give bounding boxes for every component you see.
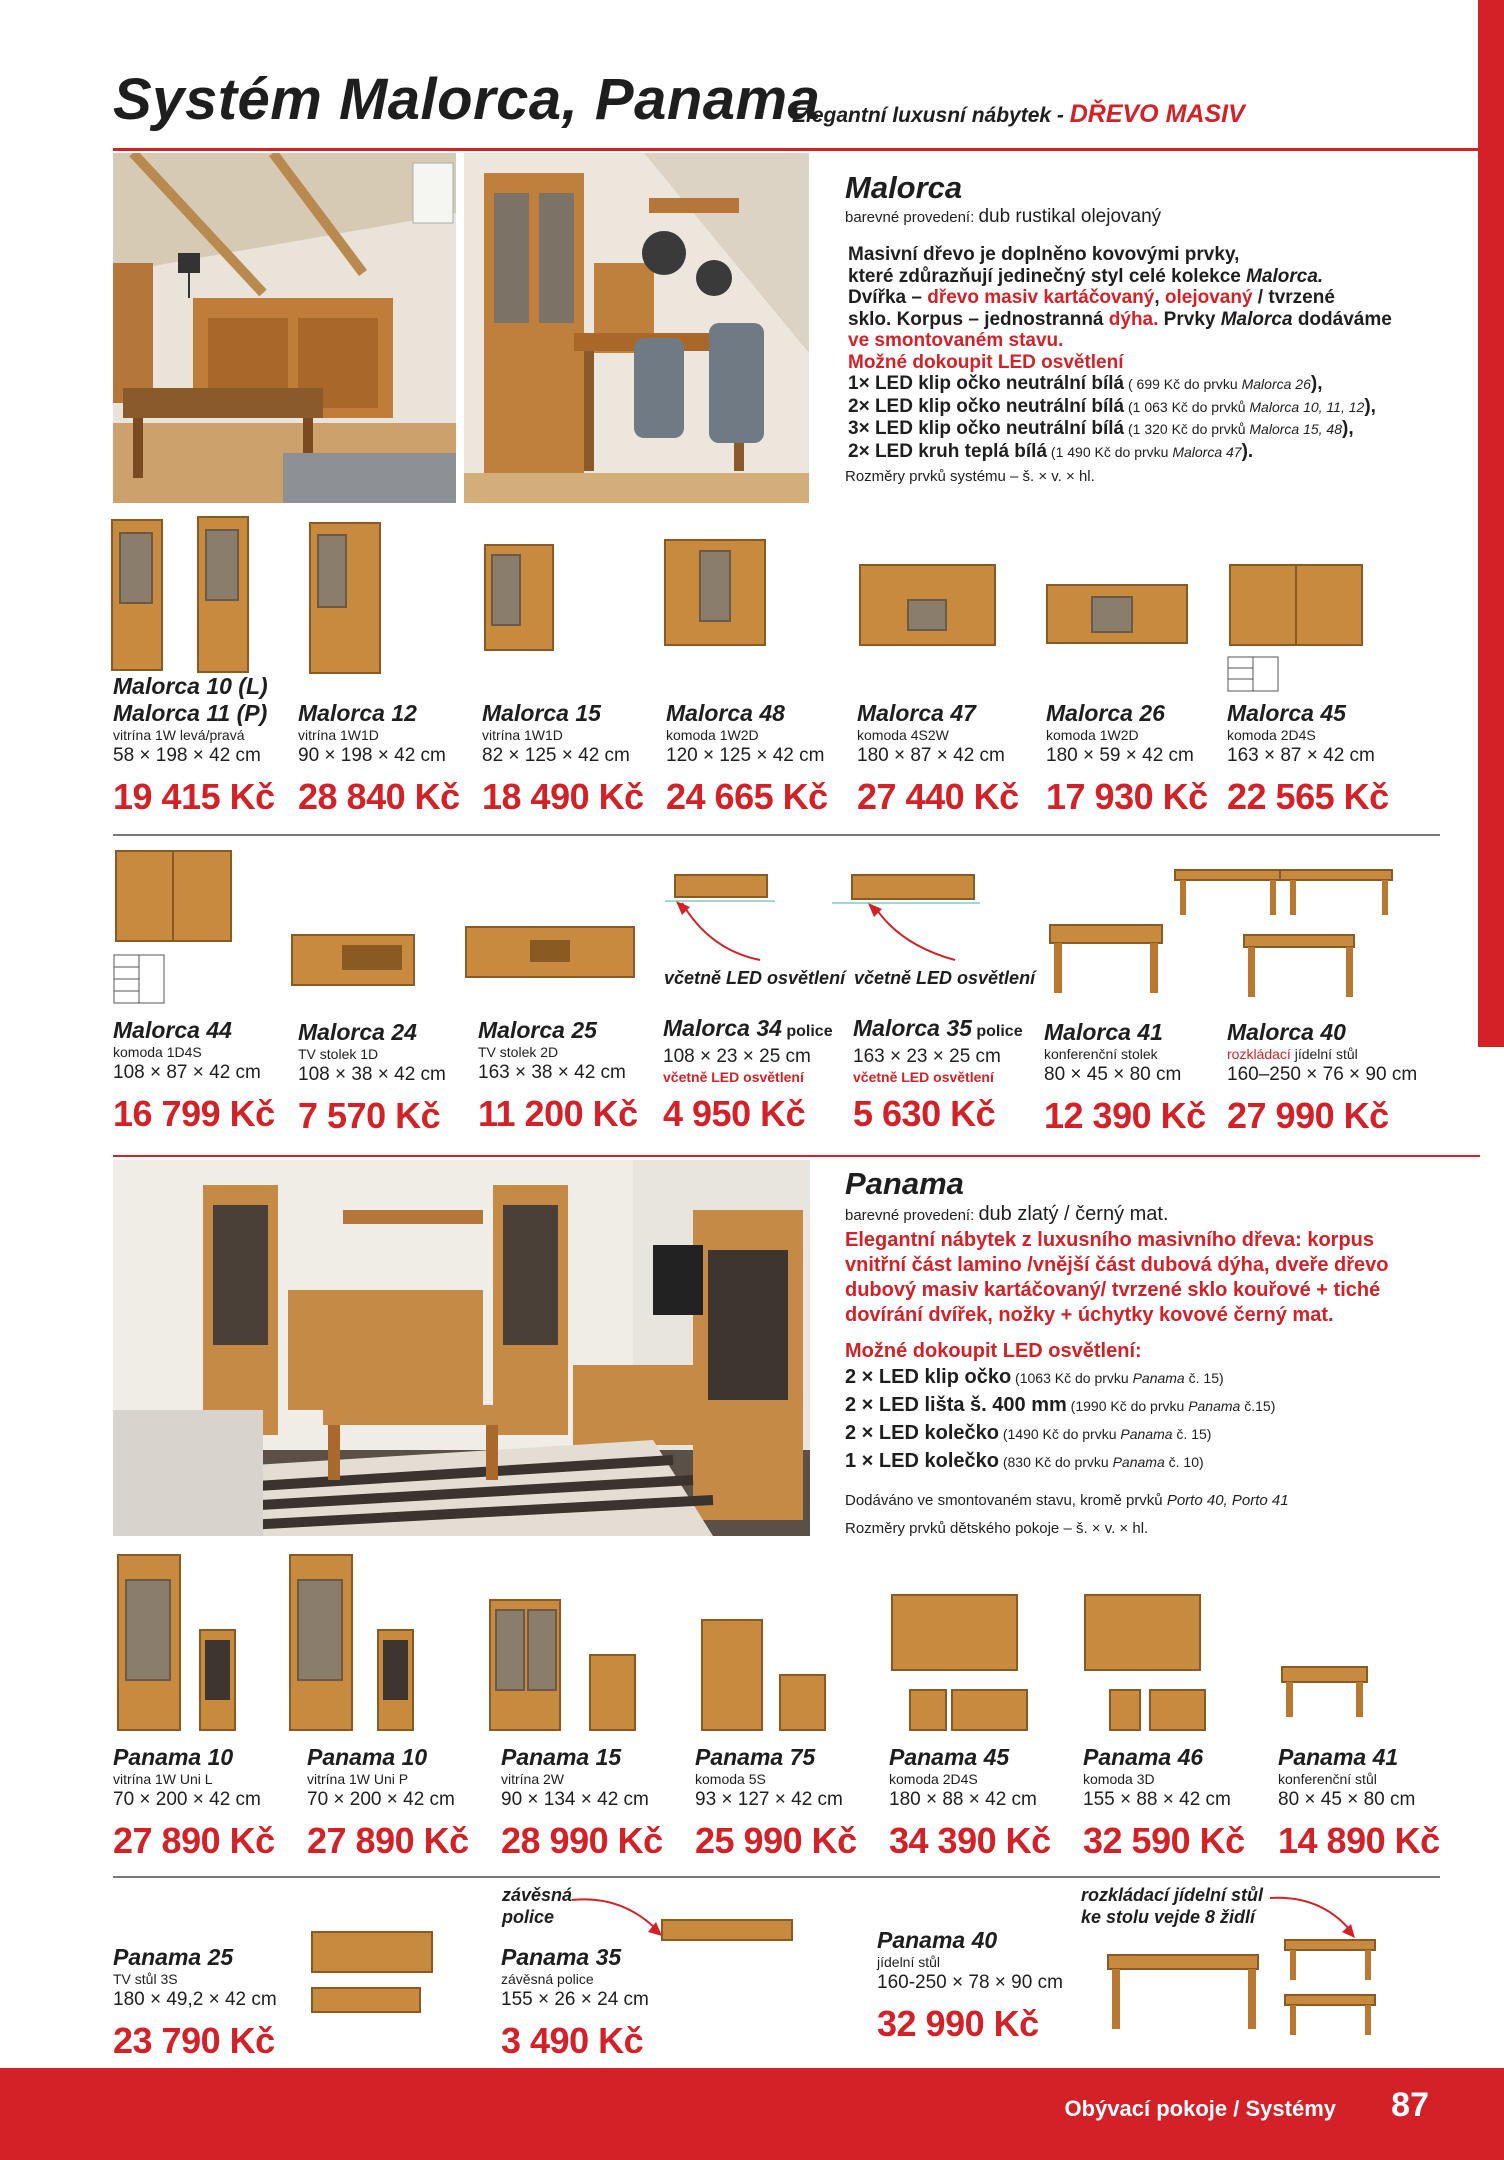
malorca-40-image: [1175, 870, 1392, 997]
product-panama-40: [877, 1927, 1062, 2045]
product-name: Malorca 24: [298, 1019, 417, 1045]
page-subtitle: [792, 100, 1245, 129]
led-main: 2 × LED lišta š. 400 mm: [845, 1394, 1067, 1416]
led-main: 3× LED klip očko neutrální bílá: [848, 418, 1125, 439]
product-price: 24 665 Kč: [666, 776, 828, 817]
product-type: TV stolek 1D: [298, 1046, 379, 1062]
led-main: 1 × LED kolečko: [845, 1450, 999, 1472]
annotation-dining-table: [1081, 1884, 1263, 1928]
product-malorca-47: [857, 700, 1042, 818]
desc-line: dovírání dvířek, nožky + úchytky kovové černý mat.: [845, 1304, 1334, 1326]
product-price: 17 930 Kč: [1046, 776, 1208, 817]
product-led-included: včetně LED osvětlení: [663, 1069, 804, 1085]
product-dims: 70 × 200 × 42 cm: [307, 1789, 455, 1810]
arrow-head-icon: [1342, 1924, 1355, 1938]
desc-text: které zdůrazňují jedinečný styl celé kolekce: [848, 265, 1247, 287]
malorca-26-image: [1047, 585, 1187, 643]
annotation-led-34: včetně LED osvětlení: [664, 968, 846, 988]
product-price: 28 990 Kč: [501, 1820, 663, 1861]
product-malorca-35: [853, 1015, 1038, 1135]
product-malorca-41: [1044, 1019, 1229, 1137]
malorca-45-image: [1230, 565, 1362, 645]
malorca-10-11-image: [112, 517, 248, 672]
malorca-48-image: [665, 540, 765, 645]
led-line: [845, 1364, 1275, 1392]
product-dims: 180 × 88 × 42 cm: [889, 1789, 1037, 1810]
product-panama-25: [113, 1944, 298, 2062]
malorca-12-image: [310, 523, 380, 673]
arrow-icon: [1270, 1898, 1350, 1930]
product-type-highlight: rozkládací: [1227, 1046, 1291, 1062]
led-note: (1 490 Kč do prvku: [1047, 443, 1173, 460]
product-panama-10-l: [113, 1744, 298, 1862]
desc-red: olejovaný: [1164, 287, 1253, 308]
product-name: Malorca 41: [1044, 1019, 1163, 1045]
product-dims: 58 × 198 × 42 cm: [113, 745, 261, 766]
malorca-heading: Malorca: [845, 170, 963, 205]
product-price: 14 890 Kč: [1278, 1820, 1440, 1861]
desc-line: vnitřní část lamino /vnější část dubová dýha, dveře dřevo: [845, 1254, 1389, 1276]
product-dims: 155 × 88 × 42 cm: [1083, 1789, 1231, 1810]
malorca-47-image: [860, 565, 995, 645]
desc-line: Masivní dřevo je doplněno kovovými prvky,: [848, 244, 1240, 265]
product-type: komoda 1W2D: [666, 727, 759, 743]
product-malorca-15: [482, 700, 667, 818]
desc-text: dodáváme: [1292, 308, 1392, 330]
product-type: komoda 5S: [695, 1771, 766, 1787]
led-note: (1 320 Kč do prvků: [1124, 421, 1250, 437]
product-name-text: Malorca 35: [853, 1015, 972, 1041]
desc-text: / tvrzené: [1252, 287, 1335, 308]
malorca-dining-room-photo: [464, 153, 809, 503]
product-name: Malorca 48: [666, 700, 785, 726]
led-line: [845, 1448, 1275, 1476]
section-rule: [113, 1155, 1480, 1157]
product-name: Malorca 44: [113, 1017, 232, 1043]
page-footer: [0, 2068, 1504, 2160]
row1-product-images: [110, 515, 1370, 695]
product-type: vitrína 1W levá/pravá: [113, 727, 245, 743]
product-type: TV stůl 3S: [113, 1971, 178, 1987]
led-ref: Panama: [1132, 1370, 1185, 1386]
product-type: komoda 3D: [1083, 1771, 1155, 1787]
finish-label: barevné provedení:: [845, 1207, 979, 1224]
product-name: Panama 10: [113, 1744, 234, 1770]
led-note: (1490 Kč do prvku: [998, 1426, 1121, 1442]
product-type: vitrína 1W Uni P: [307, 1771, 409, 1787]
product-name: Panama 41: [1278, 1744, 1399, 1770]
product-price: 7 570 Kč: [298, 1095, 441, 1136]
desc-red: dýha.: [1108, 308, 1159, 330]
product-dims: 160-250 × 78 × 90 cm: [877, 1972, 1063, 1993]
product-price: 28 840 Kč: [298, 776, 460, 817]
led-note: (1 063 Kč do prvků: [1124, 398, 1250, 415]
product-malorca-25: [478, 1017, 663, 1135]
led-main: 2 × LED klip očko: [845, 1366, 1012, 1388]
malorca-35-image: [832, 875, 980, 903]
product-name: [853, 1015, 1038, 1045]
product-malorca-48: [666, 700, 851, 818]
product-type: konferenční stolek: [1044, 1046, 1158, 1062]
product-price: 32 590 Kč: [1083, 1820, 1245, 1861]
desc-ref: Malorca.: [1246, 265, 1324, 287]
product-price: 23 790 Kč: [113, 2020, 275, 2061]
panama-45-image: [892, 1595, 1027, 1730]
product-dims: 155 × 26 × 24 cm: [501, 1989, 649, 2010]
desc-red: dřevo masiv kartáčovaný: [927, 287, 1155, 308]
panama-46-image: [1085, 1595, 1205, 1730]
product-name: Malorca 10 (L): [113, 673, 268, 699]
product-malorca-12: [298, 700, 483, 818]
product-type-text: jídelní stůl: [1290, 1046, 1358, 1062]
product-panama-10-p: [307, 1744, 492, 1862]
led-end: ),: [1310, 373, 1323, 394]
product-name: Panama 46: [1083, 1744, 1204, 1770]
desc-line: ve smontovaném stavu.: [848, 330, 1064, 351]
panama-25-image: [312, 1932, 432, 2012]
product-panama-45: [889, 1744, 1074, 1862]
product-name-2: Malorca 11 (P): [113, 700, 268, 726]
product-price: 22 565 Kč: [1227, 776, 1389, 817]
page-title: Systém Malorca, Panama: [113, 67, 821, 132]
product-name: Panama 25: [113, 1944, 234, 1970]
product-malorca-44: [113, 1017, 298, 1135]
led-ref: Malorca 15, 48: [1249, 421, 1342, 437]
annotation-line: ke stolu vejde 8 židlí: [1081, 1907, 1256, 1927]
led-end: č. 10): [1164, 1454, 1204, 1470]
product-name: [663, 1015, 848, 1045]
panama-10-l-image: [118, 1555, 235, 1730]
led-note: (830 Kč do prvku: [998, 1454, 1113, 1470]
led-note: ( 699 Kč do prvku: [1124, 376, 1242, 392]
product-dims: 160–250 × 76 × 90 cm: [1227, 1064, 1418, 1085]
product-dims: 93 × 127 × 42 cm: [695, 1789, 843, 1810]
desc-ref: Malorca: [1220, 308, 1293, 330]
product-type: komoda 2D4S: [1227, 727, 1316, 743]
annotation-led-35: včetně LED osvětlení: [854, 968, 1036, 988]
product-malorca-10-11: [113, 673, 298, 818]
product-led-included: včetně LED osvětlení: [853, 1069, 994, 1085]
product-name: Malorca 26: [1046, 700, 1165, 726]
finish-value: dub zlatý / černý mat.: [978, 1203, 1169, 1225]
desc-line: [848, 309, 1392, 331]
product-type: vitrína 1W1D: [482, 727, 563, 743]
product-dims: 180 × 87 × 42 cm: [857, 745, 1005, 766]
product-name: Panama 35: [501, 1944, 622, 1970]
product-name: Panama 75: [695, 1744, 816, 1770]
led-main: 1× LED klip očko neutrální bílá: [848, 373, 1125, 394]
led-end: č. 15): [1172, 1426, 1212, 1442]
product-price: 3 490 Kč: [501, 2020, 644, 2061]
panama-finish: [845, 1203, 1169, 1226]
product-dims: 108 × 23 × 25 cm: [663, 1046, 811, 1067]
product-price: 5 630 Kč: [853, 1093, 996, 1134]
product-panama-35: [501, 1944, 686, 2062]
row-divider: [113, 834, 1440, 836]
led-note: (1063 Kč do prvku: [1011, 1370, 1133, 1386]
drawer-diagram-icon: [114, 955, 164, 1003]
led-title: Možné dokoupit LED osvětlení: [848, 351, 1124, 373]
product-name: Malorca 47: [857, 700, 976, 726]
malorca-25-image: [466, 927, 634, 977]
product-dims: 163 × 87 × 42 cm: [1227, 745, 1375, 766]
product-malorca-40: [1227, 1019, 1418, 1137]
product-panama-46: [1083, 1744, 1268, 1862]
malorca-15-image: [485, 545, 553, 650]
product-malorca-24: [298, 1019, 483, 1137]
product-name: Panama 15: [501, 1744, 622, 1770]
product-type: komoda 4S2W: [857, 727, 949, 743]
product-suffix: police: [781, 1023, 833, 1040]
led-line: [848, 373, 1392, 396]
panama-10-p-image: [290, 1555, 413, 1730]
led-line: [845, 1392, 1275, 1420]
malorca-dims-note: Rozměry prvků systému – š. × v. × hl.: [845, 468, 1095, 485]
product-price: 25 990 Kč: [695, 1820, 857, 1861]
product-dims: 90 × 198 × 42 cm: [298, 745, 446, 766]
product-price: 27 890 Kč: [113, 1820, 275, 1861]
panama-led-list: [845, 1364, 1275, 1476]
annotation-line: rozkládací jídelní stůl: [1081, 1885, 1264, 1905]
led-note: (1990 Kč do prvku: [1066, 1398, 1189, 1414]
product-dims: 108 × 38 × 42 cm: [298, 1064, 446, 1085]
finish-label: barevné provedení:: [845, 209, 979, 226]
product-name: Panama 40: [877, 1927, 998, 1953]
product-dims: 120 × 125 × 42 cm: [666, 745, 825, 766]
product-malorca-34: [663, 1015, 848, 1135]
malorca-41-image: [1050, 925, 1162, 993]
product-suffix: police: [971, 1023, 1023, 1040]
led-main: 2 × LED kolečko: [845, 1422, 999, 1444]
product-type: [1227, 1046, 1412, 1063]
product-name: Malorca 15: [482, 700, 601, 726]
annotation-line: police: [502, 1907, 555, 1927]
desc-line: dubový masiv kartáčovaný/ tvrzené sklo kouřové + tiché: [845, 1279, 1381, 1301]
product-type: komoda 1D4S: [113, 1044, 202, 1060]
led-line: [848, 396, 1392, 419]
malorca-description: [848, 244, 1392, 463]
row3-product-images: [110, 1550, 1410, 1740]
finish-value: dub rustikal olejovaný: [978, 206, 1162, 227]
product-type: vitrína 2W: [501, 1771, 565, 1787]
led-end: ).: [1241, 440, 1254, 462]
led-ref: Malorca 47: [1172, 443, 1242, 460]
subtitle-highlight: DŘEVO MASIV: [1069, 100, 1245, 128]
product-price: 4 950 Kč: [663, 1093, 806, 1134]
product-dims: 180 × 59 × 42 cm: [1046, 745, 1194, 766]
led-main: 2× LED klip očko neutrální bílá: [848, 395, 1125, 417]
arrow-icon: [875, 907, 955, 960]
header-rule: [113, 148, 1480, 151]
product-price: 16 799 Kč: [113, 1093, 275, 1134]
panama-75-image: [702, 1620, 825, 1730]
product-name-text: Malorca 34: [663, 1015, 782, 1041]
malorca-34-image: [665, 875, 775, 901]
panama-35-image: [662, 1920, 792, 1940]
product-price: 27 890 Kč: [307, 1820, 469, 1861]
panama-dims-note: Rozměry prvků dětského pokoje – š. × v. × hl.: [845, 1520, 1149, 1537]
page-number: 87: [1391, 2086, 1429, 2124]
product-name: Malorca 40: [1227, 1019, 1346, 1045]
product-price: 12 390 Kč: [1044, 1095, 1206, 1136]
arrow-icon: [572, 1899, 655, 1928]
product-name: Malorca 45: [1227, 700, 1346, 726]
led-ref: Panama: [1188, 1398, 1241, 1414]
led-line: [848, 441, 1392, 464]
desc-line: [848, 266, 1392, 288]
product-type: komoda 2D4S: [889, 1771, 978, 1787]
assembly-ref: Porto 40, Porto 41: [1166, 1492, 1289, 1509]
product-price: 27 440 Kč: [857, 776, 1019, 817]
led-end: č.15): [1240, 1398, 1276, 1414]
desc-text: Dvířka –: [848, 287, 928, 308]
panama-15-image: [490, 1600, 635, 1730]
led-ref: Panama: [1120, 1426, 1173, 1442]
footer-section-label: Obývací pokoje / Systémy: [1064, 2096, 1336, 2121]
desc-text: Prvky: [1158, 308, 1221, 330]
row-divider: [113, 1876, 1440, 1878]
malorca-living-room-photo: [113, 153, 456, 503]
product-dims: 180 × 49,2 × 42 cm: [113, 1989, 277, 2010]
product-name: Panama 10: [307, 1744, 428, 1770]
panama-living-room-photo: [113, 1160, 810, 1536]
led-ref: Malorca 26: [1241, 376, 1311, 392]
product-type: komoda 1W2D: [1046, 727, 1139, 743]
desc-line: [848, 287, 1392, 309]
malorca-44-image: [116, 851, 231, 941]
product-dims: 163 × 38 × 42 cm: [478, 1062, 626, 1083]
assembly-text: Dodáváno ve smontovaném stavu, kromě prvků: [845, 1492, 1167, 1509]
side-accent-bar: [1478, 0, 1504, 1047]
product-type: TV stolek 2D: [478, 1044, 559, 1060]
led-line: [845, 1420, 1275, 1448]
product-malorca-26: [1046, 700, 1231, 818]
led-end: ),: [1342, 418, 1354, 439]
annotation-hanging-shelf: [502, 1884, 572, 1928]
annotation-line: závěsná: [502, 1885, 573, 1905]
product-panama-41: [1278, 1744, 1463, 1862]
led-end: č. 15): [1184, 1370, 1224, 1386]
panama-41-image: [1282, 1667, 1367, 1717]
product-price: 34 390 Kč: [889, 1820, 1051, 1861]
product-type: vitrína 1W Uni L: [113, 1771, 213, 1787]
drawer-diagram-icon: [1228, 657, 1278, 691]
led-ref: Panama: [1112, 1454, 1165, 1470]
product-dims: 70 × 200 × 42 cm: [113, 1789, 261, 1810]
row2-product-images: [110, 845, 1410, 1015]
product-dims: 80 × 45 × 80 cm: [1044, 1064, 1182, 1085]
product-name: Malorca 12: [298, 700, 417, 726]
led-end: ),: [1364, 395, 1376, 417]
product-panama-75: [695, 1744, 880, 1862]
product-type: vitrína 1W1D: [298, 727, 379, 743]
led-ref: Malorca 10, 11, 12: [1249, 398, 1365, 415]
product-price: 27 990 Kč: [1227, 1095, 1389, 1136]
product-dims: 80 × 45 × 80 cm: [1278, 1789, 1416, 1810]
product-type: konferenční stůl: [1278, 1771, 1377, 1787]
desc-line: Elegantní nábytek z luxusního masivního dřeva: korpus: [845, 1229, 1375, 1251]
product-price: 32 990 Kč: [877, 2003, 1039, 2044]
product-name: Malorca 25: [478, 1017, 597, 1043]
led-main: 2× LED kruh teplá bílá: [848, 440, 1048, 462]
led-line: [848, 418, 1392, 441]
product-name: Panama 45: [889, 1744, 1010, 1770]
product-type: jídelní stůl: [877, 1954, 941, 1970]
panama-description: [845, 1228, 1389, 1328]
product-dims: 82 × 125 × 42 cm: [482, 745, 630, 766]
panama-heading: Panama: [845, 1166, 964, 1201]
malorca-finish: [845, 206, 1161, 228]
product-dims: 90 × 134 × 42 cm: [501, 1789, 649, 1810]
panama-40-image: [1108, 1940, 1375, 2035]
arrow-icon: [682, 903, 760, 960]
product-type: závěsná police: [501, 1971, 594, 1987]
subtitle-text: Elegantní luxusní nábytek -: [792, 104, 1070, 127]
malorca-24-image: [292, 935, 414, 985]
desc-text: sklo. Korpus – jednostranná: [848, 308, 1109, 330]
panama-led-title: Možné dokoupit LED osvětlení:: [845, 1340, 1142, 1362]
desc-text: ,: [1154, 287, 1165, 308]
panama-assembly-note: [845, 1492, 1289, 1509]
product-dims: 108 × 87 × 42 cm: [113, 1062, 261, 1083]
product-malorca-45: [1227, 700, 1412, 818]
product-panama-15: [501, 1744, 686, 1862]
product-dims: 163 × 23 × 25 cm: [853, 1046, 1001, 1067]
product-price: 19 415 Kč: [113, 776, 275, 817]
product-price: 18 490 Kč: [482, 776, 644, 817]
product-price: 11 200 Kč: [478, 1093, 638, 1134]
